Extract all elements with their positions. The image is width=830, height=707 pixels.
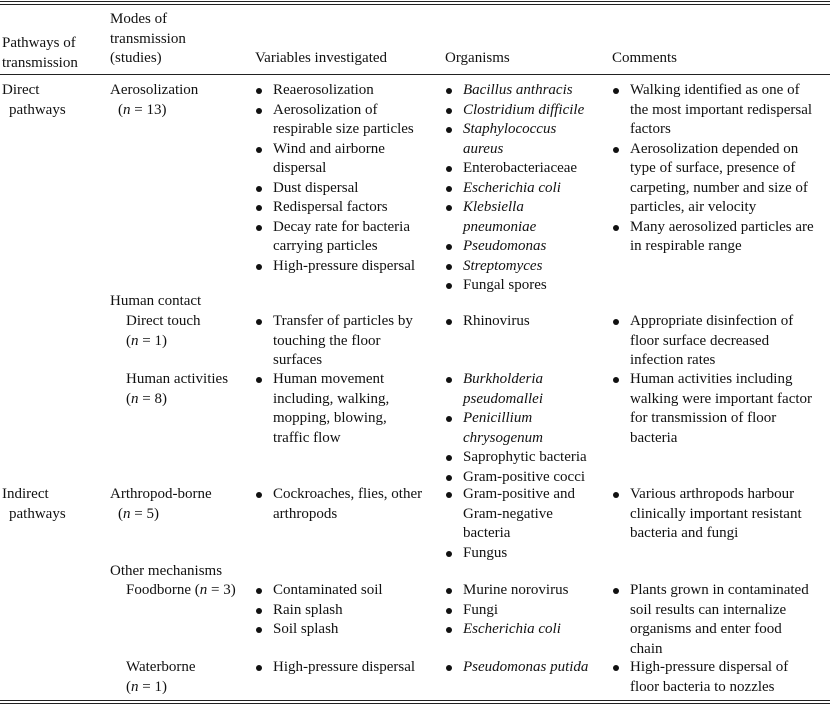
- mode-human-contact: Human contact: [110, 293, 202, 309]
- list-item: Human activities including walking were important factor for transmission of floor bacteria: [612, 370, 812, 448]
- top-rule-1: [0, 1, 830, 2]
- comments-human-activities: [612, 370, 812, 448]
- list-item: Escherichia coli: [445, 620, 568, 640]
- comments-direct-touch: [612, 312, 793, 371]
- list-item: Aerosolization depended on type of surface, presence of carpeting, number and size of particles, air velocity: [612, 140, 814, 218]
- list-item: Soil splash: [255, 620, 383, 640]
- list-item: Dust dispersal: [255, 179, 415, 199]
- mode-foodborne: Foodborne (n = 3): [126, 582, 236, 598]
- organisms-direct-touch: [445, 312, 530, 332]
- variables-human-activities: [255, 370, 389, 448]
- list-item: Contaminated soil: [255, 581, 383, 601]
- list-item: Staphylococcus aureus: [445, 120, 584, 159]
- list-item: Aerosolization of respirable size particles: [255, 101, 415, 140]
- list-item: High-pressure dispersal: [255, 257, 415, 277]
- variables-direct-touch: [255, 312, 413, 371]
- top-rule-2: [0, 4, 830, 5]
- list-item: Murine norovirus: [445, 581, 568, 601]
- comments-aerosolization: [612, 81, 814, 257]
- list-item: Decay rate for bacteria carrying particles: [255, 218, 415, 257]
- comments-arthropod-borne: [612, 485, 802, 544]
- list-item: Various arthropods harbour clinically important resistant bacteria and fungi: [612, 485, 802, 544]
- header-variables: Variables investigated: [255, 50, 388, 66]
- variables-foodborne: [255, 581, 383, 640]
- list-item: Redispersal factors: [255, 198, 415, 218]
- list-item: Fungi: [445, 601, 568, 621]
- bottom-rule-1: [0, 700, 830, 701]
- mode-aerosolization: Aerosolization (n = 13): [110, 82, 199, 118]
- list-item: Bacillus anthracis: [445, 81, 584, 101]
- list-item: High-pressure dispersal of floor bacteria to nozzles: [612, 658, 788, 697]
- list-item: Pseudomonas: [445, 237, 584, 257]
- organisms-waterborne: [445, 658, 588, 678]
- pathway-direct: Direct pathways: [2, 82, 66, 118]
- header-organisms: Organisms: [445, 50, 510, 66]
- organisms-human-activities: [445, 370, 587, 487]
- list-item: Reaerosolization: [255, 81, 415, 101]
- list-item: Many aerosolized particles are in respirable range: [612, 218, 814, 257]
- list-item: Walking identified as one of the most important redispersal factors: [612, 81, 814, 140]
- bottom-rule-2: [0, 703, 830, 704]
- list-item: Human movement including, walking, mopping, blowing, traffic flow: [255, 370, 389, 448]
- variables-aerosolization: [255, 81, 415, 276]
- pathway-indirect: Indirect pathways: [2, 486, 66, 522]
- mode-human-activities: Human activities (n = 8): [126, 371, 229, 407]
- list-item: Saprophytic bacteria: [445, 448, 587, 468]
- mode-arthropod-borne: Arthropod-borne (n = 5): [110, 486, 212, 522]
- list-item: Klebsiella pneumoniae: [445, 198, 584, 237]
- list-item: Transfer of particles by touching the floor surfaces: [255, 312, 413, 371]
- organisms-foodborne: [445, 581, 568, 640]
- mode-direct-touch: Direct touch (n = 1): [126, 313, 201, 349]
- list-item: Burkholderia pseudomallei: [445, 370, 587, 409]
- list-item: Rhinovirus: [445, 312, 530, 332]
- variables-waterborne: [255, 658, 415, 678]
- header-pathways: Pathways of transmission: [2, 35, 78, 71]
- organisms-aerosolization: [445, 81, 584, 296]
- list-item: Cockroaches, flies, other arthropods: [255, 485, 422, 524]
- comments-waterborne: [612, 658, 788, 697]
- list-item: High-pressure dispersal: [255, 658, 415, 678]
- list-item: Enterobacteriaceae: [445, 159, 584, 179]
- list-item: Gram-positive cocci: [445, 468, 587, 488]
- list-item: Rain splash: [255, 601, 383, 621]
- variables-arthropod-borne: [255, 485, 422, 524]
- header-comments: Comments: [612, 50, 678, 66]
- header-rule: [0, 74, 830, 75]
- mode-other-mechanisms: Other mechanisms: [110, 563, 223, 579]
- comments-foodborne: [612, 581, 809, 659]
- list-item: Fungal spores: [445, 276, 584, 296]
- mode-waterborne: Waterborne (n = 1): [126, 659, 196, 695]
- list-item: Streptomyces: [445, 257, 584, 277]
- list-item: Clostridium difficile: [445, 101, 584, 121]
- list-item: Plants grown in contaminated soil results can internalize organisms and enter food chain: [612, 581, 809, 659]
- header-modes: Modes of transmission (studies): [110, 11, 186, 66]
- list-item: Escherichia coli: [445, 179, 584, 199]
- list-item: Gram-positive and Gram-negative bacteria: [445, 485, 575, 544]
- list-item: Appropriate disinfection of floor surface decreased infection rates: [612, 312, 793, 371]
- list-item: Fungus: [445, 544, 575, 564]
- list-item: Pseudomonas putida: [445, 658, 588, 678]
- list-item: Wind and airborne dispersal: [255, 140, 415, 179]
- list-item: Penicillium chrysogenum: [445, 409, 587, 448]
- organisms-arthropod-borne: [445, 485, 575, 563]
